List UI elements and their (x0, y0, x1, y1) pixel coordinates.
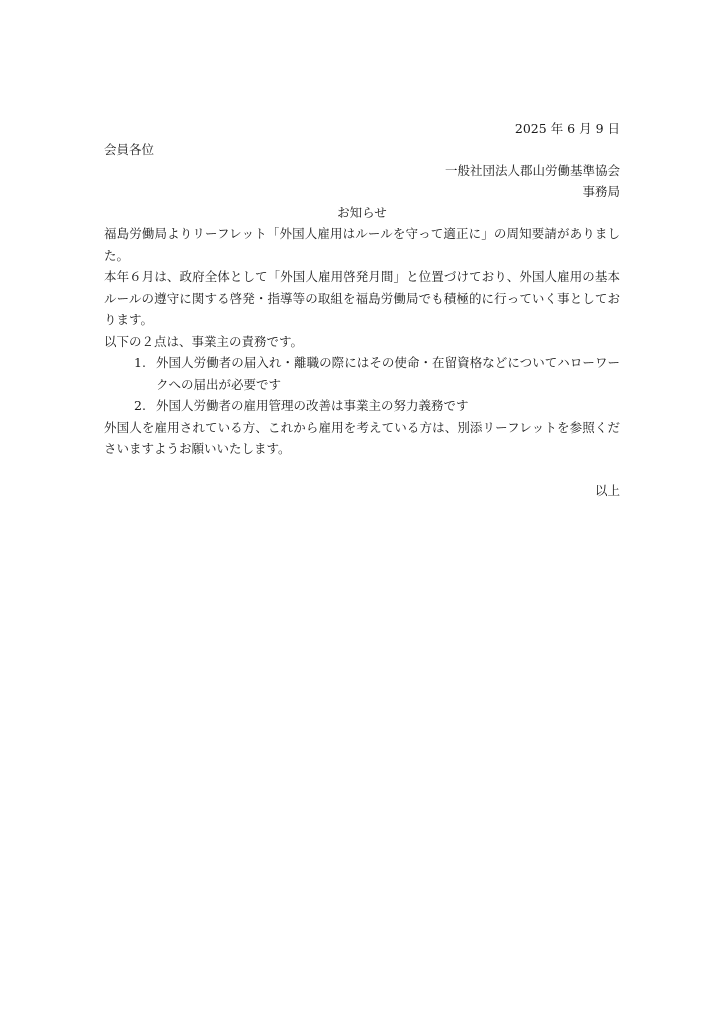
end-mark: 以上 (594, 482, 620, 498)
sender-department: 事務局 (582, 184, 620, 199)
list-item-number: 1. (134, 355, 146, 370)
paragraph-duties-intro: 以下の２点は、事業主の責務です。 (104, 333, 304, 349)
list-item (104, 395, 620, 417)
recipient: 会員各位 (104, 142, 155, 157)
paragraph-campaign: 本年６月は、政府全体として「外国人雇用啓発月間」と位置づけており、外国人雇用の基本ルールの遵守に関する啓発・指導等の取組を福島労働局でも積極的に行っていく事としております。 (104, 269, 620, 327)
document-title: お知らせ (337, 205, 387, 220)
list-item-text: 外国人労働者の届入れ・離職の際にはその使命・在留資格などについてハローワークへの届出が必要です (156, 355, 620, 392)
list-item-text: 外国人労働者の雇用管理の改善は事業主の努力義務です (156, 398, 469, 413)
list-item-number: 2. (134, 398, 146, 413)
paragraph-request: 福島労働局よりリーフレット「外国人雇用はルールを守って適正に」の周知要請がありました。 (104, 226, 620, 263)
list-item (104, 352, 620, 395)
sender-organization: 一般社団法人郡山労働基準協会 (444, 163, 620, 178)
document-page (104, 118, 620, 501)
paragraph-closing: 外国人を雇用されている方、これから雇用を考えている方は、別添リーフレットを参照くださいますようお願いいたします。 (104, 419, 620, 456)
spacer (104, 460, 620, 480)
document-date: 2025 年 6 月 9 日 (514, 121, 620, 136)
